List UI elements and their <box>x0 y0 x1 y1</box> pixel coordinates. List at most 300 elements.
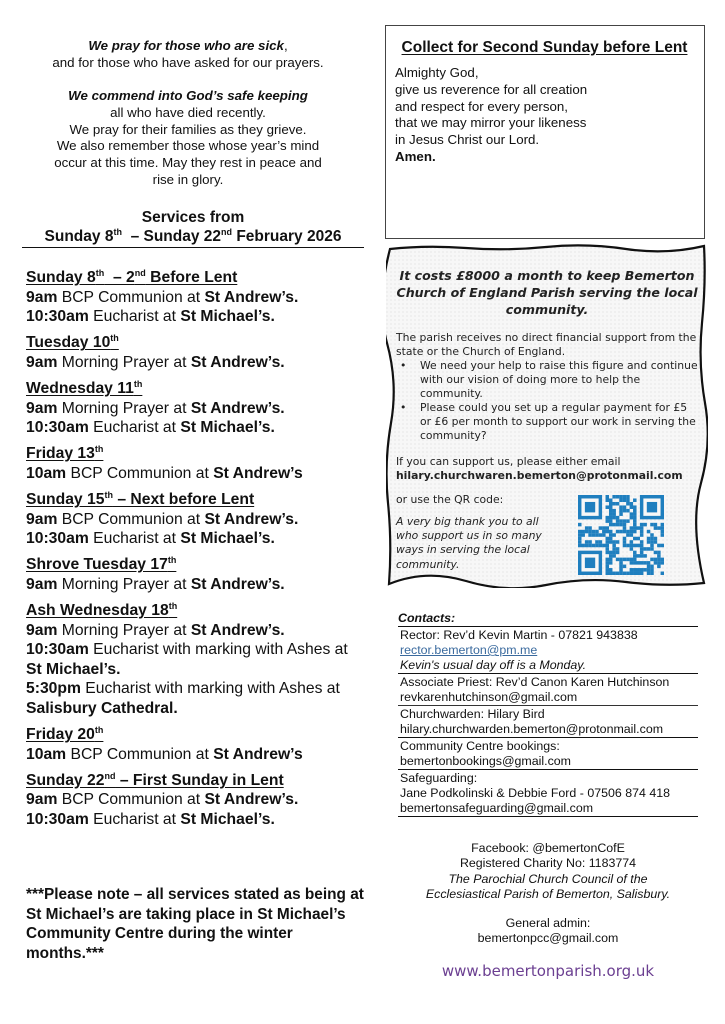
qr-module <box>612 572 616 575</box>
qr-module <box>630 502 634 506</box>
qr-module <box>609 498 613 502</box>
qr-module <box>585 540 589 544</box>
appeal-headline: It costs £8000 a month to keep Bemerton Church of England Parish serving the local community. <box>396 268 698 317</box>
qr-module <box>640 530 644 534</box>
service-entry <box>26 790 366 810</box>
qr-module <box>630 561 634 565</box>
qr-module <box>619 505 623 509</box>
qr-module <box>606 530 610 534</box>
collect-box <box>385 25 705 239</box>
qr-module <box>661 558 664 562</box>
schedule-day <box>26 771 366 830</box>
qr-module <box>616 519 620 523</box>
service-description: BCP Communion at <box>57 288 205 306</box>
qr-module <box>643 568 647 572</box>
qr-module <box>640 547 644 551</box>
qr-module <box>647 540 651 544</box>
appeal-email-intro: If you can support us, please either email <box>396 455 621 468</box>
qr-module <box>612 547 616 551</box>
service-description: BCP Communion at <box>57 791 205 809</box>
qr-module <box>623 526 627 530</box>
service-entry <box>26 529 366 549</box>
qr-module <box>592 544 596 548</box>
qr-module <box>657 558 661 562</box>
service-description: Eucharist with marking with Ashes at <box>80 680 340 698</box>
qr-module <box>633 551 637 555</box>
schedule-day <box>26 268 366 327</box>
qr-module <box>643 547 647 551</box>
schedule-day <box>26 444 366 483</box>
qr-module <box>640 540 644 544</box>
contact-churchwarden: Churchwarden: Hilary Bird hilary.churchwarden.bemerton@protonmail.com <box>398 706 698 738</box>
parish-info: Facebook: @bemertonCofE Registered Charity No: 1183774 The Parochial Church Council of the Ecclesiastical Parish of Bemerton, Salisbury. General admin: bemertonpcc@gmail.com <box>398 841 698 947</box>
qr-module <box>647 561 651 565</box>
qr-module <box>599 544 603 548</box>
qr-module <box>588 540 592 544</box>
qr-module <box>612 540 616 544</box>
qr-module <box>661 561 664 565</box>
qr-module <box>650 544 654 548</box>
qr-module <box>616 495 620 499</box>
qr-module <box>602 533 606 537</box>
qr-module <box>606 495 610 499</box>
qr-module <box>609 519 613 523</box>
service-entry <box>26 510 366 530</box>
contact-rector: Rector: Rev’d Kevin Martin - 07821 943838 rector.bemerton@pm.me Kevin's usual day off is a Monday. <box>398 627 698 674</box>
qr-module <box>630 544 634 548</box>
service-entry <box>26 810 366 830</box>
qr-module <box>585 526 589 530</box>
qr-module <box>606 551 610 555</box>
qr-module <box>612 544 616 548</box>
qr-module <box>606 568 610 572</box>
qr-module <box>640 544 644 548</box>
service-location: St Andrew’s. <box>190 575 285 593</box>
qr-module <box>616 516 620 520</box>
qr-module <box>578 523 582 527</box>
qr-module <box>640 523 644 527</box>
qr-module <box>623 537 627 541</box>
schedule-day <box>26 725 366 764</box>
qr-module <box>616 572 620 575</box>
qr-module <box>609 558 613 562</box>
day-heading: Friday 13th <box>26 444 104 463</box>
qr-module <box>623 558 627 562</box>
qr-code-icon[interactable] <box>578 495 664 575</box>
qr-module <box>630 533 634 537</box>
qr-module <box>588 526 592 530</box>
qr-module <box>619 512 623 516</box>
qr-module <box>630 526 634 530</box>
service-time: 9am <box>26 288 58 306</box>
qr-module <box>609 533 613 537</box>
qr-module <box>606 537 610 541</box>
qr-module <box>654 551 658 555</box>
qr-module <box>581 544 585 548</box>
service-entry <box>26 640 366 679</box>
qr-module <box>602 530 606 534</box>
schedule-day <box>26 601 366 719</box>
service-description: BCP Communion at <box>57 510 205 528</box>
appeal-bullet: • We need your help to raise this figure and continue with our vision of doing more to help the community. <box>396 359 698 401</box>
qr-module <box>609 530 613 534</box>
service-location: St Andrew’s <box>213 745 303 763</box>
qr-module <box>654 540 658 544</box>
qr-module <box>616 547 620 551</box>
qr-module <box>619 561 623 565</box>
qr-module <box>619 495 623 499</box>
qr-module <box>633 512 637 516</box>
service-entry <box>26 679 366 718</box>
qr-module <box>640 551 644 555</box>
service-time: 10am <box>26 464 67 482</box>
qr-module <box>633 544 637 548</box>
qr-module <box>606 561 610 565</box>
qr-module <box>626 572 630 575</box>
qr-module <box>602 544 606 548</box>
qr-module <box>609 537 613 541</box>
sick-prayer-rest: and for those who have asked for our prayers. <box>52 54 324 70</box>
qr-module <box>612 516 616 520</box>
qr-module <box>661 572 664 575</box>
service-entry <box>26 288 366 308</box>
service-description: BCP Communion at <box>66 745 214 763</box>
qr-module <box>647 565 651 569</box>
qr-module <box>609 512 613 516</box>
qr-module <box>626 544 630 548</box>
qr-module <box>626 533 630 537</box>
qr-module <box>578 544 582 548</box>
qr-module <box>619 509 623 513</box>
qr-module <box>626 498 630 502</box>
qr-module <box>578 540 582 544</box>
qr-module <box>650 540 654 544</box>
qr-module <box>626 530 630 534</box>
qr-module <box>595 544 599 548</box>
qr-module <box>633 558 637 562</box>
rector-day-off: Kevin's usual day off is a Monday. <box>400 658 587 672</box>
qr-module <box>609 540 613 544</box>
qr-module <box>650 558 654 562</box>
qr-label: or use the QR code: <box>396 493 504 506</box>
qr-module <box>640 526 644 530</box>
service-time: 10:30am <box>26 530 89 548</box>
qr-module <box>633 505 637 509</box>
service-entry <box>26 621 366 641</box>
appeal-thanks: A very big thank you to all who support us in so many ways in serving the local community. <box>396 515 542 571</box>
contacts-title: Contacts: <box>398 611 698 627</box>
qr-module <box>623 530 627 534</box>
qr-module <box>578 530 582 534</box>
contact-bookings: Community Centre bookings: bemertonbookings@gmail.com <box>398 738 698 770</box>
safeguarding-email: bemertonsafeguarding@gmail.com <box>400 801 594 815</box>
service-location: St Andrew’s <box>213 464 303 482</box>
qr-module <box>630 568 634 572</box>
qr-module <box>602 526 606 530</box>
qr-module <box>647 568 651 572</box>
service-description: Eucharist with marking with Ashes at <box>88 641 348 659</box>
commend-lead: We commend into God’s safe keeping <box>68 88 308 104</box>
qr-module <box>623 509 627 513</box>
service-entry <box>26 399 366 419</box>
service-entry <box>26 745 366 765</box>
general-admin-email: bemertonpcc@gmail.com <box>477 931 619 946</box>
qr-module <box>633 516 637 520</box>
qr-module <box>588 544 592 548</box>
service-schedule <box>26 268 366 836</box>
rector-email-link[interactable]: rector.bemerton@pm.me <box>400 643 538 657</box>
service-description: Morning Prayer at <box>57 575 191 593</box>
qr-module <box>619 572 623 575</box>
qr-module <box>636 554 640 558</box>
bookings-email: bemertonbookings@gmail.com <box>400 754 571 768</box>
qr-module <box>609 572 613 575</box>
qr-module <box>612 509 616 513</box>
qr-module <box>606 547 610 551</box>
qr-module <box>606 565 610 569</box>
qr-module <box>647 530 651 534</box>
qr-module <box>636 572 640 575</box>
qr-module <box>657 561 661 565</box>
qr-module <box>619 558 623 562</box>
qr-module <box>650 568 654 572</box>
qr-module <box>633 537 637 541</box>
service-description: Eucharist at <box>88 308 181 326</box>
qr-module <box>647 537 651 541</box>
winter-venue-note: ***Please note – all services stated as being at St Michael’s are taking place in St Michael’s Community Centre during the winter months.*** <box>26 886 364 962</box>
parish-website-link[interactable]: www.bemertonparish.org.uk <box>441 962 655 980</box>
qr-module <box>654 523 658 527</box>
qr-module <box>654 558 658 562</box>
qr-module <box>657 554 661 558</box>
qr-module <box>623 565 627 569</box>
day-heading: Sunday 15th – Next before Lent <box>26 489 255 508</box>
qr-module <box>630 540 634 544</box>
service-location: St Michael’s. <box>180 810 275 828</box>
qr-module <box>633 498 637 502</box>
qr-module <box>640 568 644 572</box>
qr-module <box>657 551 661 555</box>
qr-module <box>606 519 610 523</box>
service-location: St Andrew’s. <box>204 791 299 809</box>
service-location: St Michael’s. <box>26 660 121 678</box>
qr-module <box>630 530 634 534</box>
qr-module <box>606 498 610 502</box>
service-time: 9am <box>26 510 58 528</box>
qr-module <box>595 530 599 534</box>
service-location: St Michael’s. <box>180 530 275 548</box>
services-date-range: Sunday 8th – Sunday 22nd February 2026 <box>22 227 364 248</box>
day-heading: Sunday 22nd – First Sunday in Lent <box>26 770 284 789</box>
appeal-email-link[interactable]: hilary.churchwaren.bemerton@protonmail.com <box>396 469 683 482</box>
qr-module <box>650 572 654 575</box>
qr-module <box>640 533 644 537</box>
qr-module <box>623 495 627 499</box>
qr-module <box>633 554 637 558</box>
qr-module <box>612 495 616 499</box>
appeal-intro: The parish receives no direct financial support from the state or the Church of England. <box>396 331 697 358</box>
service-entry <box>26 418 366 438</box>
qr-module <box>643 554 647 558</box>
qr-module <box>630 572 634 575</box>
associate-email: revkarenhutchinson@gmail.com <box>400 690 578 704</box>
qr-module <box>657 526 661 530</box>
service-description: Morning Prayer at <box>57 399 191 417</box>
qr-module <box>647 572 651 575</box>
qr-module <box>633 568 637 572</box>
qr-module <box>630 558 634 562</box>
service-time: 9am <box>26 353 58 371</box>
facebook-handle: Facebook: @bemertonCofE <box>471 841 625 855</box>
qr-module <box>612 551 616 555</box>
service-entry <box>26 575 366 595</box>
qr-module <box>636 544 640 548</box>
service-description: BCP Communion at <box>66 464 214 482</box>
prayer-intentions: We pray for those who are sick, and for those who have asked for our prayers. We commend into God’s safe keeping all who have died recently. We pray for their families as they grieve. We also remember those whose year’s mind occur at this time. May they rest in peace and rise in glory. <box>52 38 324 188</box>
service-location: St Andrew’s. <box>190 353 285 371</box>
qr-module <box>661 544 664 548</box>
qr-module <box>636 526 640 530</box>
general-admin-label: General admin: <box>505 916 591 931</box>
qr-module <box>657 565 661 569</box>
qr-module <box>654 537 658 541</box>
qr-module <box>650 537 654 541</box>
qr-module <box>623 540 627 544</box>
qr-module <box>585 530 589 534</box>
qr-module <box>606 526 610 530</box>
service-location: St Andrew’s. <box>204 288 299 306</box>
service-location: Salisbury Cathedral. <box>26 699 178 717</box>
qr-module <box>640 572 644 575</box>
qr-module <box>609 505 613 509</box>
qr-module <box>592 530 596 534</box>
qr-module <box>647 547 651 551</box>
qr-module <box>609 561 613 565</box>
service-location: St Michael’s. <box>180 419 275 437</box>
qr-module <box>606 558 610 562</box>
qr-module <box>612 523 616 527</box>
qr-module <box>626 495 630 499</box>
service-entry <box>26 353 366 373</box>
collect-title: Collect for Second Sunday before Lent <box>401 39 688 56</box>
qr-module <box>633 509 637 513</box>
schedule-day <box>26 333 366 372</box>
qr-module <box>592 533 596 537</box>
collect-amen: Amen. <box>395 148 436 164</box>
service-time: 5:30pm <box>26 680 81 698</box>
day-heading: Tuesday 10th <box>26 333 119 352</box>
service-description: Eucharist at <box>88 530 181 548</box>
qr-module <box>606 516 610 520</box>
qr-module <box>630 505 634 509</box>
day-heading: Shrove Tuesday 17th <box>26 555 177 574</box>
qr-module <box>623 544 627 548</box>
day-heading: Wednesday 11th <box>26 378 143 397</box>
qr-module <box>581 530 585 534</box>
qr-module <box>626 519 630 523</box>
qr-module <box>612 554 616 558</box>
qr-module <box>616 502 620 506</box>
service-location: St Andrew’s. <box>204 510 299 528</box>
schedule-day <box>26 490 366 549</box>
qr-module <box>595 540 599 544</box>
qr-module <box>650 533 654 537</box>
qr-module <box>630 547 634 551</box>
service-location: St Andrew’s. <box>190 621 285 639</box>
qr-module <box>609 554 613 558</box>
qr-module <box>609 509 613 513</box>
qr-module <box>609 568 613 572</box>
churchwarden-email: hilary.churchwarden.bemerton@protonmail.com <box>400 722 664 736</box>
qr-module <box>578 533 582 537</box>
qr-module <box>623 505 627 509</box>
qr-module <box>609 551 613 555</box>
qr-module <box>626 509 630 513</box>
qr-module <box>636 537 640 541</box>
qr-module <box>619 498 623 502</box>
qr-module <box>626 502 630 506</box>
qr-module <box>643 561 647 565</box>
day-heading: Friday 20th <box>26 724 104 743</box>
qr-module <box>633 530 637 534</box>
service-entry <box>26 307 366 327</box>
qr-module <box>650 547 654 551</box>
qr-module <box>650 523 654 527</box>
contacts-section <box>398 611 698 817</box>
qr-module <box>619 523 623 527</box>
service-time: 10am <box>26 745 67 763</box>
qr-module <box>609 523 613 527</box>
service-description: Morning Prayer at <box>57 621 191 639</box>
qr-module <box>633 519 637 523</box>
qr-module <box>585 544 589 548</box>
collect-text: Almighty God, give us reverence for all creation and respect for every person, that we may mirror your likeness in Jesus Christ our Lord. Amen. <box>395 65 694 166</box>
service-description: Eucharist at <box>88 419 181 437</box>
service-time: 9am <box>26 575 58 593</box>
services-heading: Services from Sunday 8th – Sunday 22nd February 2026 <box>22 208 364 248</box>
qr-module <box>657 544 661 548</box>
qr-module <box>636 561 640 565</box>
qr-module <box>619 568 623 572</box>
qr-module <box>633 523 637 527</box>
service-location: St Michael’s. <box>180 308 275 326</box>
qr-module <box>661 533 664 537</box>
service-time: 10:30am <box>26 308 89 326</box>
qr-module <box>606 572 610 575</box>
qr-module <box>633 561 637 565</box>
qr-module <box>612 502 616 506</box>
qr-module <box>623 519 627 523</box>
qr-module <box>636 568 640 572</box>
qr-module <box>633 526 637 530</box>
qr-module <box>588 533 592 537</box>
qr-module <box>619 565 623 569</box>
service-time: 10:30am <box>26 810 89 828</box>
qr-module <box>612 512 616 516</box>
qr-module <box>595 533 599 537</box>
qr-module <box>640 561 644 565</box>
appeal-bullets <box>396 359 698 443</box>
qr-module <box>619 530 623 534</box>
qr-module <box>581 533 585 537</box>
qr-module <box>606 540 610 544</box>
schedule-day <box>26 379 366 438</box>
qr-module <box>606 505 610 509</box>
qr-module <box>588 530 592 534</box>
qr-module <box>623 498 627 502</box>
qr-module <box>616 551 620 555</box>
sick-prayer-lead: We pray for those who are sick <box>88 38 284 53</box>
